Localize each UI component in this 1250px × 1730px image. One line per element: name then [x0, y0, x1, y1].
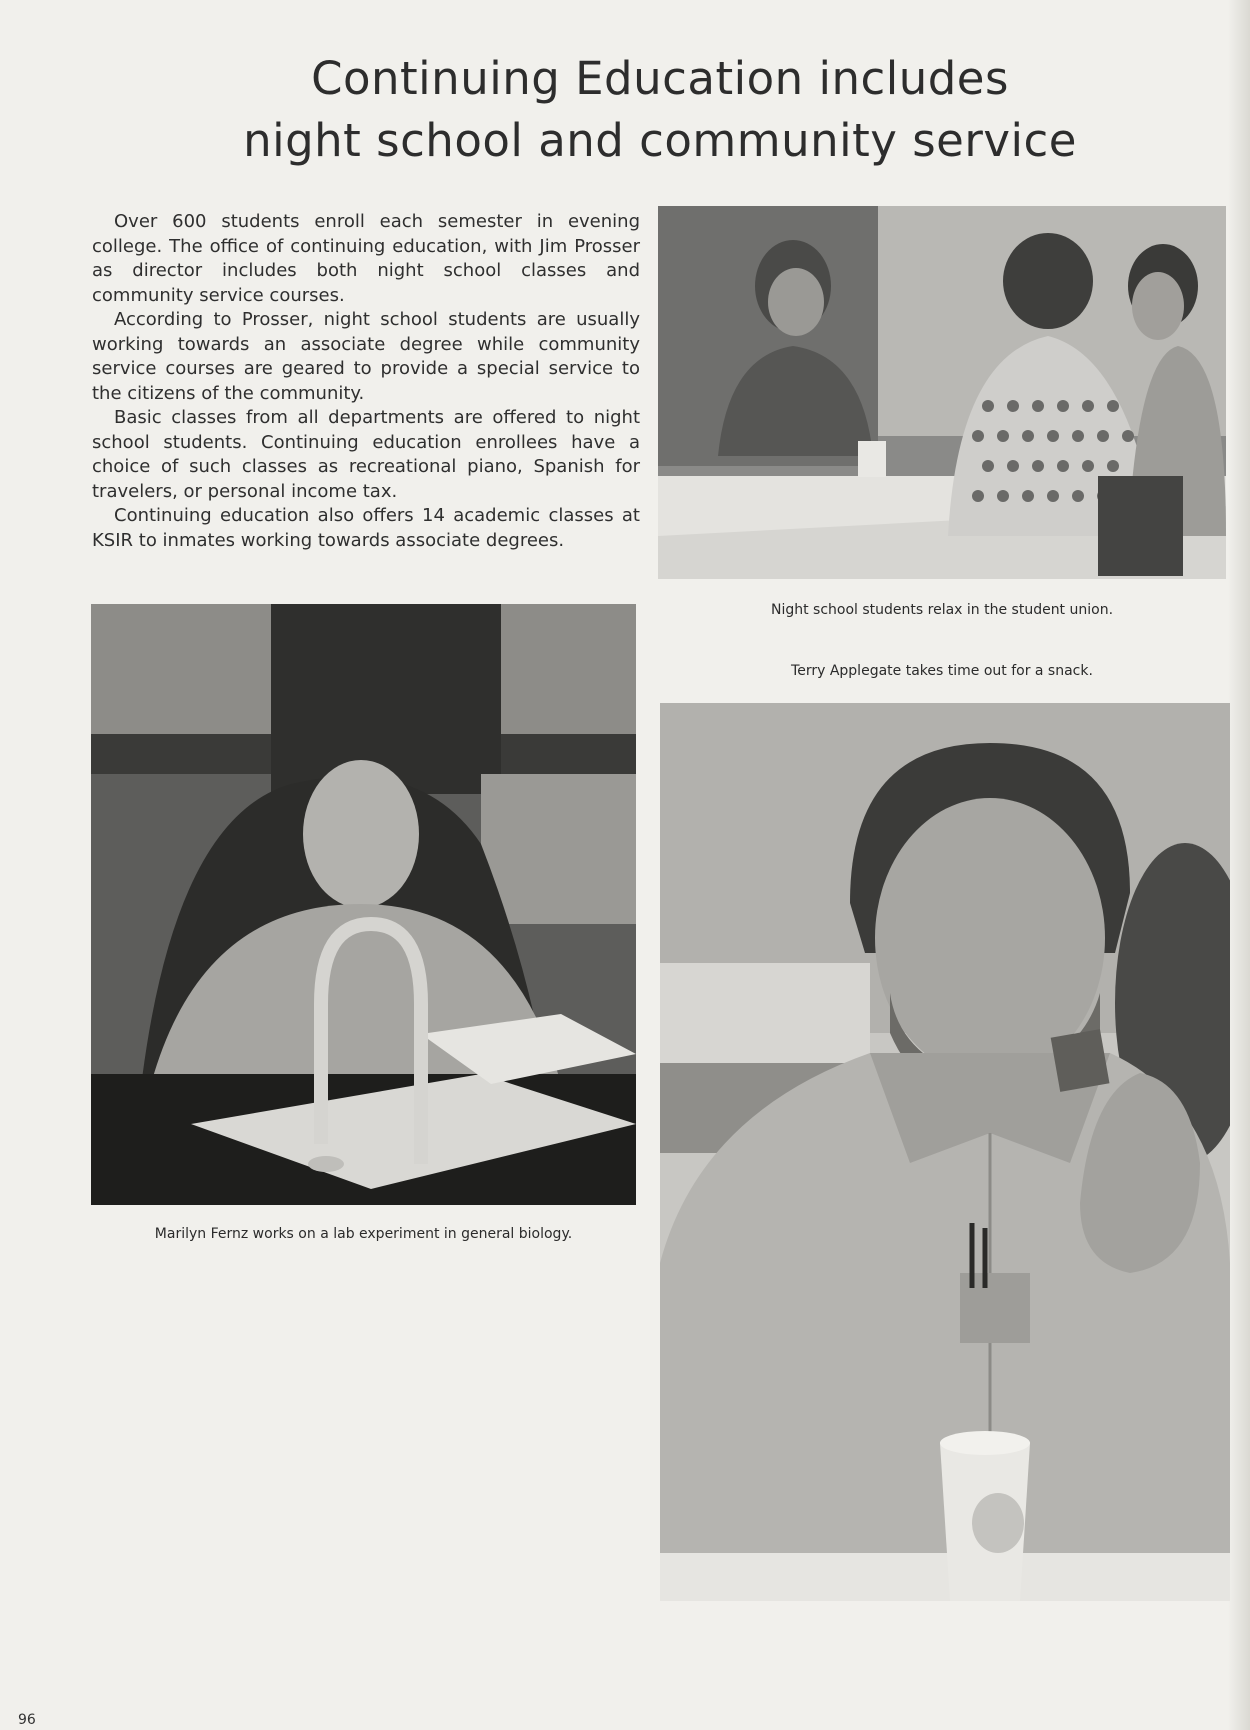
page-title-line-1: Continuing Education includes — [311, 52, 1009, 105]
terry-caption: Terry Applegate takes time out for a snack. — [791, 663, 1093, 679]
article-paragraph: Continuing education also offers 14 academic classes at KSIR to inmates working towards associate degrees. — [92, 505, 640, 551]
page-number: 96 — [18, 1712, 36, 1728]
article-paragraph: Over 600 students enroll each semester in evening college. The office of continuing education, with Jim Prosser as director includes both night school classes and community service courses. — [92, 211, 640, 306]
page-title — [150, 48, 1170, 172]
article-body — [92, 210, 640, 553]
night-school-caption: Night school students relax in the student union. — [770, 602, 1114, 618]
article-paragraph: According to Prosser, night school students are usually working towards an associate degree while community service courses are geared to provide a special service to the citizens of the community. — [92, 309, 640, 404]
night-school-students-photo — [658, 206, 1226, 579]
article-paragraph: Basic classes from all departments are offered to night school students. Continuing education enrollees have a choice of such classes as recreational piano, Spanish for travelers, or personal income tax. — [92, 407, 640, 502]
lab-experiment-caption: Marilyn Fernz works on a lab experiment in general biology. — [154, 1226, 573, 1242]
lab-experiment-photo — [91, 604, 636, 1205]
page-edge-shadow — [1228, 0, 1250, 1730]
page-title-line-2: night school and community service — [243, 114, 1077, 167]
terry-snack-photo — [660, 703, 1230, 1601]
